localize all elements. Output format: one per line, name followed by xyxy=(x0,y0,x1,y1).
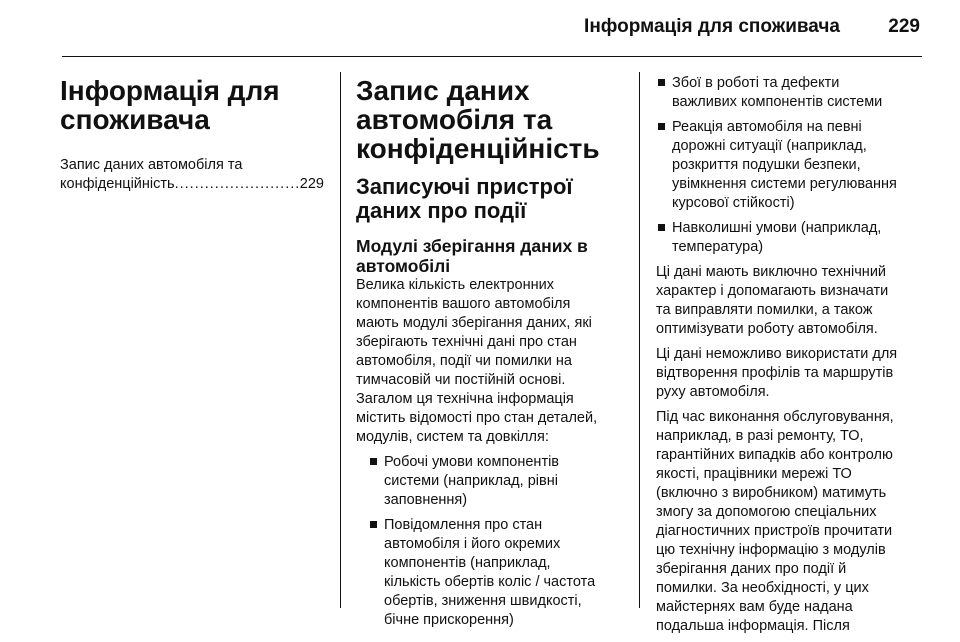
table-of-contents xyxy=(60,156,324,193)
running-title: Інформація для споживача xyxy=(584,16,840,37)
bullet-list xyxy=(656,74,922,257)
bullet-square-icon xyxy=(658,79,665,86)
bullet-square-icon xyxy=(658,123,665,130)
paragraph-service: Під час виконання обслуговування, наприклад, в разі ремонту, ТО, гарантійних випадків або контролю якості, працівники мережі ТО (включно з виробником) матимуть змогу за допомогою спеціальних діагностичних пристроїв прочитати цю технічну інформацію з модулів зберігання даних про події й помилки. За необхідності, у цих майстернях вам буде надана подальша інформація. Після xyxy=(656,409,894,634)
toc-entry-text: конфіденційність xyxy=(60,175,175,192)
list-item: Збої в роботі та дефекти важливих компонентів системи xyxy=(656,74,922,112)
intro-paragraph: Велика кількість електронних компонентів вашого автомобіля мають модулі зберігання даних, які зберігають технічні дані про стан автомобіля, події чи помилки на тимчасовій чи постійній основі. Загалом ця технічна інформація містить відомості про стан деталей, модулів, систем та довкілля: xyxy=(356,277,598,445)
paragraph-technical-nature: Ці дані мають виключно технічний характер і допомагають визначати та виправляти помилки, а також оптимізувати роботу автомобіля. xyxy=(656,264,889,337)
toc-entry-page: 229 xyxy=(299,175,324,192)
list-item: Реакція автомобіля на певні дорожні ситуації (наприклад, розкриття подушки безпеки, увімкнення системи регулювання курсової стійкості) xyxy=(656,118,922,213)
subsection-title: Записуючі пристрої даних про події xyxy=(356,174,573,223)
bullet-square-icon xyxy=(658,224,665,231)
bullet-square-icon xyxy=(370,521,377,528)
column-divider-left xyxy=(340,72,341,608)
column-right xyxy=(656,75,922,636)
page-number: 229 xyxy=(888,16,920,37)
column-left xyxy=(60,66,324,193)
bullet-square-icon xyxy=(370,458,377,465)
column-middle xyxy=(356,66,624,630)
toc-leader-dots xyxy=(175,175,298,194)
list-item: Повідомлення про стан автомобіля і його окремих компонентів (наприклад, кількість обертів коліс / частота обертів, зниження швидкості, бічне прискорення) xyxy=(368,516,624,630)
bullet-list xyxy=(368,453,624,630)
list-item: Робочі умови компонентів системи (наприклад, рівні заповнення) xyxy=(368,453,624,510)
section-title: Запис даних автомобіля та конфіденційність xyxy=(356,75,600,164)
list-item: Навколишні умови (наприклад, температура) xyxy=(656,219,922,257)
paragraph-no-profiles: Ці дані неможливо використати для відтворення профілів та маршрутів руху автомобіля. xyxy=(656,346,898,400)
subsubsection-title: Модулі зберігання даних в автомобілі xyxy=(356,236,588,276)
column-divider-right xyxy=(639,72,640,608)
toc-entry-line2[interactable] xyxy=(60,175,324,194)
header-rule xyxy=(62,56,922,57)
chapter-title: Інформація для споживача xyxy=(60,75,280,135)
toc-entry-line1[interactable]: Запис даних автомобіля та xyxy=(60,157,243,173)
